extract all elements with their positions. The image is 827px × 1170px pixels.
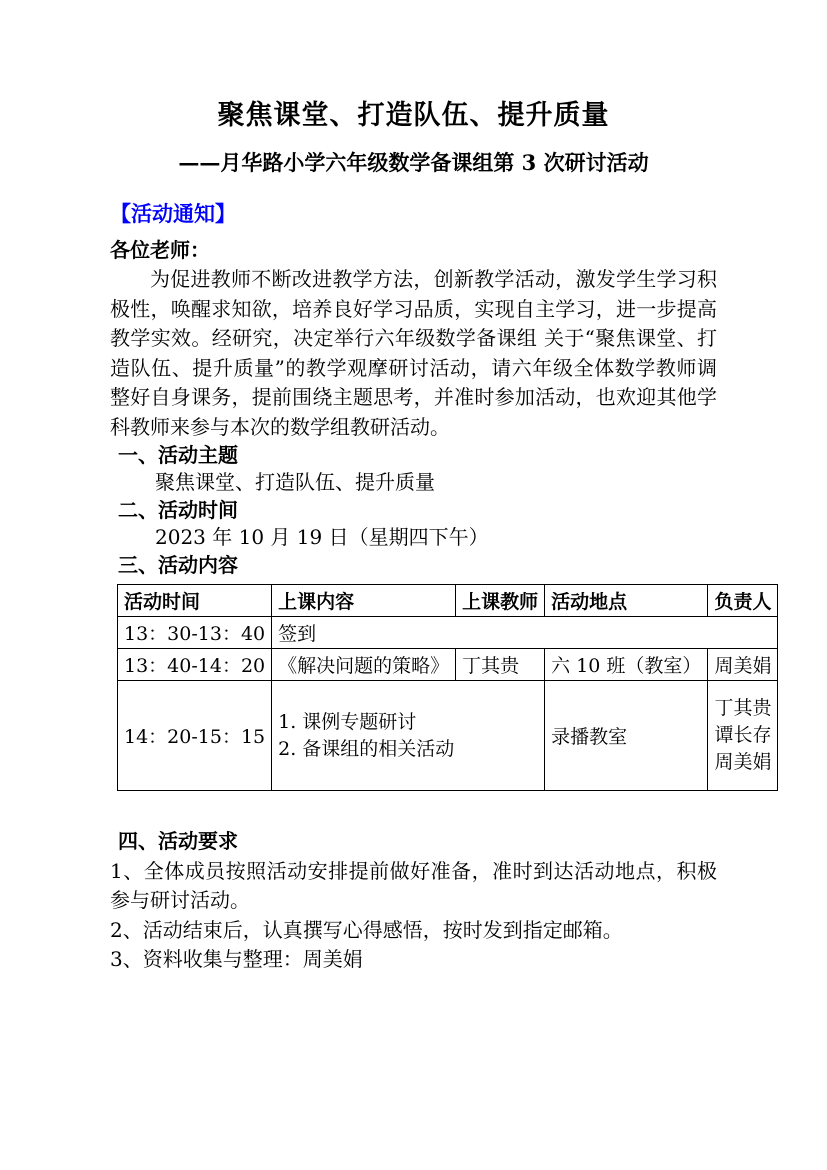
seminar-content-line-2: 2. 备课组的相关活动 — [278, 737, 455, 760]
cell-leads-row3 — [708, 681, 778, 791]
cell-signin-merged: 签到 — [272, 617, 778, 649]
cell-time-1: 13：30-13：40 — [118, 617, 272, 649]
seminar-content-line-1: 1. 课例专题研讨 — [278, 710, 417, 733]
section-heading-time: 二、活动时间 — [118, 497, 238, 522]
cell-time-2: 13：40-14：20 — [118, 649, 272, 681]
lead-name-1: 丁其贵 — [714, 697, 772, 720]
cell-time-3: 14：20-15：15 — [118, 681, 272, 791]
lead-name-3: 周美娟 — [714, 751, 772, 774]
document-title: 聚焦课堂、打造队伍、提升质量 — [217, 100, 610, 131]
table-header-row — [118, 585, 778, 617]
section-content-time: 2023 年 10 月 19 日（星期四下午） — [155, 525, 489, 550]
cell-lesson-content: 《解决问题的策略》 — [272, 649, 456, 681]
table-row-seminar — [118, 681, 778, 791]
cell-location-classroom: 六 10 班（教室） — [545, 649, 708, 681]
activity-schedule-table — [117, 584, 778, 791]
requirement-item-2: 2、活动结束后，认真撰写心得感悟，按时发到指定邮箱。 — [110, 917, 623, 942]
section-heading-requirements: 四、活动要求 — [118, 829, 238, 854]
cell-teacher: 丁其贵 — [456, 649, 545, 681]
section-content-theme: 聚焦课堂、打造队伍、提升质量 — [155, 470, 435, 495]
document-subtitle: ——月华路小学六年级数学备课组第 3 次研讨活动 — [178, 150, 649, 175]
intro-paragraph: 为促进教师不断改进教学方法，创新教学活动，激发学生学习积极性，唤醒求知欲，培养良好学习品质，实现自主学习，进一步提高教学实效。经研究，决定举行六年级数学备课组 关于“聚焦课堂、打造队伍、提升质量”的教学观摩研讨活动，请六年级全体数学教师调整好自身课务，提前围绕主题思考，并准时参加活动，也欢迎其他学科教师来参与本次的数学组教研活动。 — [110, 267, 717, 439]
lead-name-2: 谭长存 — [714, 724, 772, 747]
table-row-lesson — [118, 649, 778, 681]
header-cell-teacher: 上课教师 — [456, 585, 545, 617]
header-cell-lead: 负责人 — [708, 585, 778, 617]
cell-location-recording-room: 录播教室 — [545, 681, 708, 791]
section-heading-theme: 一、活动主题 — [118, 443, 238, 467]
header-cell-activity-time: 活动时间 — [118, 585, 272, 617]
header-cell-lesson-content: 上课内容 — [272, 585, 456, 617]
document-content — [110, 96, 772, 975]
cell-lead-row2: 周美娟 — [708, 649, 778, 681]
header-cell-location: 活动地点 — [545, 585, 708, 617]
salutation: 各位老师： — [110, 238, 210, 262]
section-heading-content: 三、活动内容 — [118, 552, 238, 577]
requirement-item-1: 1、全体成员按照活动安排提前做好准备，准时到达活动地点，积极参与研讨活动。 — [110, 858, 717, 913]
notice-tag: 【活动通知】 — [110, 201, 236, 226]
requirement-item-3: 3、资料收集与整理：周美娟 — [110, 947, 363, 972]
cell-seminar-content — [272, 681, 545, 791]
table-row-signin — [118, 617, 778, 649]
